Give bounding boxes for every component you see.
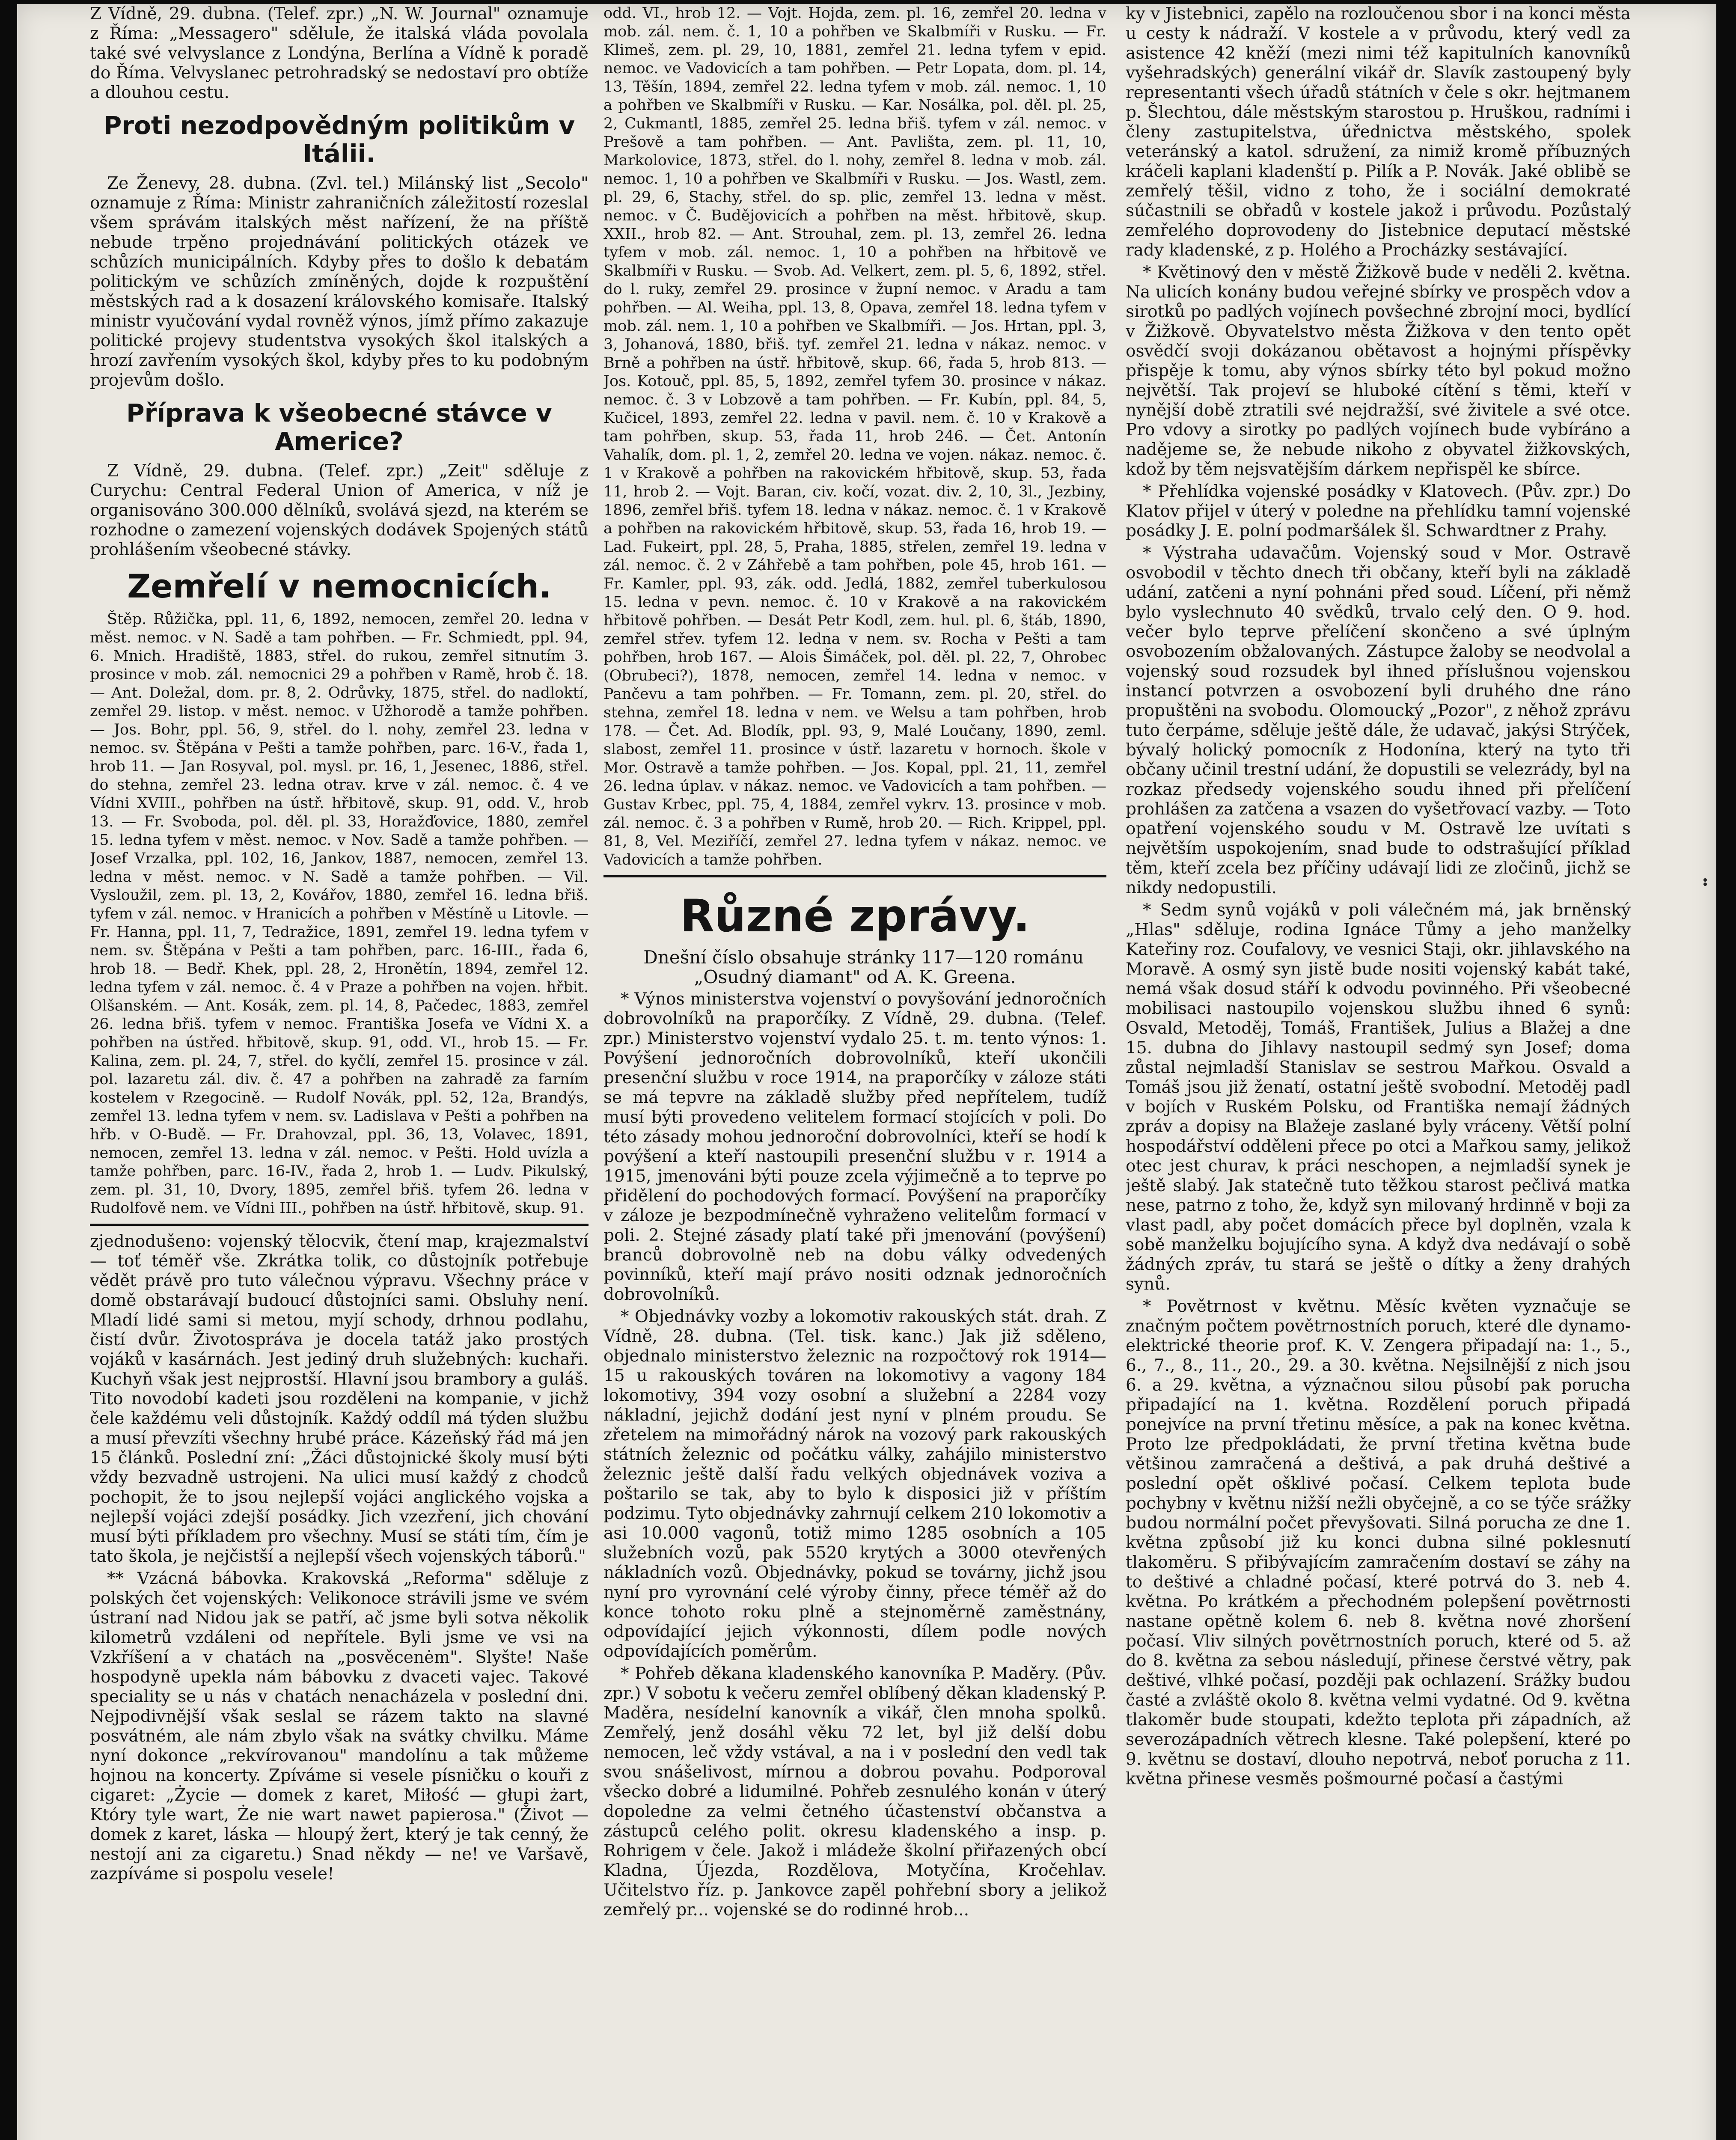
news-item-ministry-decree: * Výnos ministerstva vojenství o povyšování jednoročních dobrovolníků na praporčíky. Z Vídně, 29. dubna. (Telef. zpr.) Ministerstvo vojenství vydalo 25. t. m. tento výnos: 1. Povýšení jednoročních dobrovolníků, kteří ukončili presenční službu v roce 1914, na praporčíky v záloze státi se má tepvre na základě služby před nepřítelem, tudíž musí býti provedeno velitelem formací stojících v poli. Do této zásady mohou jednoroční dobrovolníci, kteří se hodí k povýšení a kteří nastoupili presenční službu v r. 1914 a 1915, jmenováni býti pouze zcela výjimečně a to teprve po přidělení do pochodových formací. Povýšení na praporčíky v záloze je bezpodmínečně vyhraženo velitelům formací v poli. 2. Stejné zásady platí také při jmenování (povýšení) branců dobrovolně neb na dobu války odvedených povinníků, kteří mají právo nositi odznak jednoročních dobrovolníků. — [603, 990, 1106, 1304]
column-divider-rule — [90, 1224, 589, 1226]
newspaper-page — [17, 4, 1716, 2140]
column-left — [90, 4, 589, 2140]
news-item-funeral-madera: * Pohřeb děkana kladenského kanovníka P. Maděry. (Pův. zpr.) V sobotu k večeru zemřel oblíbený děkan kladenský P. Maděra, nesídelní kanovník a vikář, člen mnoha spolků. Zemřelý, jenž dosáhl věku 72 let, byl již delší dobu nemocen, leč vždy vstával, a na i v poslední den vedl tak svou snášelivost, mírnou a dobrou povahu. Podporoval všecko dobré a lidumilné. Pohřeb zesnulého konán v úterý dopoledne za velmi četného účastenství občanstva a zástupců celého polit. okresu kladenského a insp. p. Rohrigem v čele. Jakož i mládeže školní přiřazených obcí Kladna, Újezda, Rozdělova, Motyčína, Kročehlav. Učitelstvo říz. p. Jankovce zapěl pohřební sbory a jelikož zemřelý pr... vojenské se do rodinné hrob... — [603, 1664, 1106, 1920]
news-item-seven-sons: * Sedm synů vojáků v poli válečném má, jak brněnský „Hlas" sděluje, rodina Ignáce Tůmy a jeho manželky Kateřiny roz. Coufalovy, ve vesnici Staji, okr. jihlavského na Moravě. A osmý syn jistě bude nositi vojenský kabát také, nemá však dosud stáří k odvodu povinného. Při všeobecné mobilisaci nastoupilo vojenskou službu ihned 6 synů: Osvald, Metoděj, Tomáš, František, Julius a Blažej a dne 15. dubna do Jihlavy nastoupil sedmý syn Josef; doma zůstal nejmladší Stanislav se sestrou Mařkou. Osvald a Tomáš jsou již ženatí, ostatní ještě svobodní. Metoděj padl v bojích v Ruském Polsku, od Františka nemají žádných zpráv a dopisy na Blažeje zaslané byly vráceny. Větší polní hospodářství odděleni přece po otci a Mařkou samy, jelikož otec jest churav, k práci neschopen, a nejmladší synek je ještě slabý. Jak statečně tuto těžkou starost pečlivá matka nese, patrno z toho, že, když syn milovaný hrdinně v boji za vlast padl, aby počet domácích přece byl doplněn, vzala k sobě manželku bojujícího syna. A když dva nedávají o sobě žádných zpráv, tu stará se ještě o dítky a ženy drahých synů. — [1126, 901, 1631, 1294]
news-item-officer-school: zjednodušeno: vojenský tělocvik, čtení map, krajezmalství — toť téměř vše. Zkrátka tolik, co důstojník potřebuje vědět právě pro tuto válečnou výpravu. Všechny práce v domě obstarávají budoucí důstojníci sami. Obsluhy není. Mladí lidé sami si metou, myjí schody, drhnou podlahu, čistí dvůr. Životospráva je docela tatáž jako prostých vojáků v kasárnách. Jest jediný druh služebných: kuchaři. Kuchyň však jest nejprostší. Hlavní jsou brambory a guláš. Tito novodobí kadeti jsou rozděleni na kompanie, v jichž čele každému veli důstojník. Každý oddíl má týden službu a musí převzíti všechny hrubé práce. Kázeňský řád má jen 15 článků. Poslední zní: „Žáci důstojnické školy musí býti vždy bezvadně ustrojeni. Na ulici musí každý z chodců pochopit, že to jsou nejlepší vojáci anglického vojska a nejlepší vojáci zdejší posádky. Jich vzezření, jich chování musí býti příkladem pro všechny. Musí se státi tím, čím je tato škola, je nejčistší a nejlepší všech vojenských táborů." — [90, 1232, 589, 1566]
column-right — [1126, 4, 1631, 2140]
novel-notice: Dnešní číslo obsahuje stránky 117—120 románu „Osudný diamant" od A. K. Greena. — [643, 947, 1084, 987]
headline-deceased: Zemřelí v nemocnicích. — [127, 567, 551, 605]
news-item-rome: Z Vídně, 29. dubna. (Telef. zpr.) „N. W. Journal" oznamuje z Říma: „Messagero" sdělule, že italská vláda povolala také své velvyslance z Londýna, Berlína a Vídně k poradě do Říma. Velvyslanec petrohradský se nedostaví pro obtíže a dlouhou cestu. — [90, 4, 589, 102]
news-item-babovka: ** Vzácná bábovka. Krakovská „Reforma" sděluje z polských čet vojenských: Velikonoce strávili jsme ve svém ústraní nad Nidou jak se patří, ač jsme byli sotva několik kilometrů vzdáleni od nepřítele. Byli jsme ve vsi na Vzkříšení a v chatách na „posvěcenėm". Slyšte! Naše hospodyně upekla nám bábovku z dvaceti vajec. Takové speciality se u nás v chatách nenacházela v poslední dni. Nejpodivnější však seslal se rázem takto na slavné posvátném, ale nám zbylo však na svátky chvilku. Máme nyní dokonce „rekvírovanou" mandolínu a tak můžeme hojnou na koncerty. Zpíváme si vesele písničku o kouři z cigaret: „Życie — domek z karet, Miłość — głupi żart, Który tyle wart, Że nie wart nawet papierosa." (Život — domek z karet, láska — hloupý žert, který je tak cenný, že nestojí ani za cigaretu.) Snad někdy — ne! ve Varšavě, zazpíváme si pospolu vesele! — [90, 1569, 589, 1884]
news-item-america: Z Vídně, 29. dubna. (Telef. zpr.) „Zeit" sděluje z Curychu: Central Federal Union of America, v níž je organisováno 300.000 dělníků, svolává sjezd, na kterém se rozhodne o zamezení vojenských dodávek Spojených států prohlášením všeobecné stávky. — [90, 461, 589, 559]
section-rule — [603, 875, 1106, 877]
column-middle — [603, 4, 1106, 2140]
news-item-italy: Ze Ženevy, 28. dubna. (Zvl. tel.) Milánský list „Secolo" oznamuje z Říma: Ministr zahraničních záležitostí rozeslal všem správám italských měst nařízení, že na příště nebude trpěno projednávání politických otázek ve schůzích municipálních. Kdyby přes to došlo k debatám politickým ve schůzích zmíněných, dojde k rozpuštění městských rad a k dosazení královského komisaře. Italský ministr vyučování vydal rovněž výnos, jímž přímo zakazuje politické projevy studentstva vysokých škol italských a hrozí zavřením vysokých škol, kdyby přes to ku podobným projevům došlo. — [90, 174, 589, 390]
deceased-list-1: Štěp. Růžička, ppl. 11, 6, 1892, nemocen, zemřel 20. ledna v měst. nemoc. v N. Sadě a tam pohřben. — Fr. Schmiedt, ppl. 94, 6. Mnich. Hradiště, 1883, střel. do rukou, zemřel sitnutím 3. prosince v mob. zál. nemocnici 29 a pohřben v Ramě, hrob č. 18. — Ant. Doležal, dom. pr. 8, 2. Odrůvky, 1875, střel. do nadloktí, zemřel 29. listop. v měst. nemoc. v Užhorodě a tamže pohřben. — Jos. Bohr, ppl. 56, 9, střel. do l. nohy, zemřel 23. ledna v nemoc. sv. Štěpána v Pešti a tamže pohřben, parc. 16-V., řada 1, hrob 11. — Jan Rosyval, pol. mysl. pr. 16, 1, Jesenec, 1886, střel. do stehna, zemřel 23. ledna otrav. krve v zál. nemoc. č. 4 ve Vídni XVIII., pohřben na ústř. hřbitově, skup. 91, odd. V., hrob 13. — Fr. Svoboda, pol. děl. pl. 33, Horažďovice, 1880, zemřel 15. ledna tyfem v měst. nemoc. v Nov. Sadě a tamže pohřben. — Josef Vrzalka, ppl. 102, 16, Jankov, 1887, nemocen, zemřel 13. ledna v měst. nemoc. v N. Sadě a tamže pohřben. — Vil. Vysloužil, zem. pl. 13, 2, Kovářov, 1880, zemřel 16. ledna břiš. tyfem v zál. nemoc. v Hranicích a pohřben v Městíně u Litovle. — Fr. Hanna, ppl. 11, 7, Tedražice, 1891, zemřel 19. ledna tyfem v nem. sv. Štěpána v Pešti a tam pohřben, parc. 16-III., řada 6, hrob 18. — Bedř. Khek, ppl. 28, 2, Hronětín, 1894, zemřel 12. ledna tyfem v zál. nemoc. č. 4 v Praze a pohřben na vojen. hřbit. Olšanském. — Ant. Kosák, zem. pl. 14, 8, Pačedec, 1883, zemřel 26. ledna břiš. tyfem v nemoc. Františka Josefa ve Vídni X. a pohřben na ústřed. hřbitově, skup. 91, odd. VI., hrob 15. — Fr. Kalina, zem. pl. 24, 7, střel. do kyčlí, zemřel 15. prosince v zál. pol. lazaretu zál. div. č. 47 a pohřben na zahradě za farním kostelem v Rzegocině. — Rudolf Novák, ppl. 52, 12a, Brandýs, zemřel 13. ledna tyfem v nem. sv. Ladislava v Pešti a pohřben na hřb. v O-Budě. — Fr. Drahovzal, ppl. 36, 13, Volavec, 1891, nemocen, zemřel 13. ledna v zál. nemoc. v Pešti. Hold uvízla a tamže pohřben, parc. 16-IV., řada 2, hrob 1. — Ludv. Pikulský, zem. pl. 31, 10, Dvory, 1895, zemřel břiš. tyfem 26. ledna v Rudolfově nem. ve Vídni III., pohřben na ústř. hřbitově, skup. 91. — [90, 611, 589, 1217]
news-item-railway-orders: * Objednávky vozby a lokomotiv rakouských stát. drah. Z Vídně, 28. dubna. (Tel. tisk. kanc.) Jak již sděleno, objednalo ministerstvo železnic na rozpočtový rok 1914—15 u rakouských továren na lokomotivy a vagony 184 lokomotivy, 394 vozy osobní a služební a 2284 vozy nákladní, jejichž dodání jest nyní v plném proudu. Se zřetelem na mimořádný nárok na vozový park rakouských státních železnic od počátku války, zahájilo ministerstvo železnic ještě další řadu velkých objednávek vozivа a poštarilo se tak, aby to bylo k disposici již v příštím podzimu. Tyto objednávky zahrnují celkem 210 lokomotiv a asi 10.000 vagonů, totiž mimo 1285 osobních a 105 služebních vozů, pak 5520 krytých a 3000 otevřených nákladních vozů. Objednávky, pokud se továrny, jichž jsou nyní pro vyrovnání celé výroby činny, přece téměř až do konce tohoto roku plně a stejnoměrně zaměstnány, odpovídající jejich výkonnosti, dílem podle nových odpovídajících poměrům. — [603, 1307, 1106, 1661]
headline-various-news: Různé zprávy. — [680, 890, 1030, 942]
binding-hole-marks — [1703, 877, 1712, 887]
news-item-weather-may: * Povětrnost v květnu. Měsíc květen vyznačuje se značným počtem povětrnostních poruch, které dle dynamo-elektrické theorie prof. K. V. Zengera připadají na: 1., 5., 6., 7., 8., 11., 20., 29. a 30. května. Nejsilnější z nich jsou 6. a 29. května, a význačnou silou působí pak porucha připadající na 1. května. Rozdělení poruch připadá ponejvíce na první třetinu měsíce, a pak na konec května. Proto lze předpokládati, že první třetina května bude většinou zamračená a deštivá, a pak druhá deštivé a poslední opět ošklivé počasí. Celkem teplota bude pochybny v květnu nižší nežli obyčejně, a co se týče srážky budou normální počet převyšovati. Silná porucha ze dne 1. května způsobí již ku konci dubna silné poklesnutí tlakoměru. S přibývajícím zamračením dostaví se záhy na to deštivé a chladné počasí, které potrvá do 3. neb 4. května. Po krátkém a přechodném polepšení povětrnosti nastane opětně kolem 6. neb 8. května nové zhoršení počasí. Vliv silných povětrnostních poruch, které od 5. až do 8. května za sebou následují, přinese čerstvé větry, pak deštivé, vlhké počasí, později pak ochlazení. Srážky budou časté a zvláště okolo 8. května velmi vydatné. Od 9. května tlakoměr bude stoupati, kdežto teplota při západních, až severozápadních větrech klesne. Také polepšení, které po 9. květnu se dostaví, dlouho nepotrvá, neboť porucha z 11. května přinese vesměs pošmourné počasí a častými — [1126, 1297, 1631, 1789]
headline-italy: Proti nezodpovědným politikům v Itálii. — [103, 111, 575, 168]
news-item-flower-day: * Květinový den v městě Žižkově bude v neděli 2. května. Na ulicích konány budou veřejné sbírky ve prospěch vdov a sirotků po padlých vojínech povšechné zbrojní moci, bydlící v Žižkově. Obyvatelstvo města Žižkova v den tento opět osvědčí svoji dokázanou obětavost a hojnými příspěvky přispěje k tomu, aby výnos sbírky této byl pokud možno největší. Tak projeví se hluboké cítění s těmi, kteří v nynější době ztratili své nejdražší, své živitele a své otce. Pro vdovy a sirotky po padlých vojínech bude vybíráno a nadějeme se, že nebude nikoho z obyvatel žižkovských, kdož by těm nejsvatějším dárkem nepřispěl ke sbírce. — [1126, 263, 1631, 479]
news-item-funeral-cont: ky v Jistebnici, zapělo na rozloučenou sbor i na konci města u cesty k nádraží. V kostele a v průvodu, který vedl za asistence 42 kněží (mezi nimi též kapitulních kanovníků vyšehradských) generální vikář dr. Slavík zastoupený byly representanti všech úřadů státních v čele s okr. hejtmanem p. Šlechtou, dále městským starostou p. Hruškou, radními i členy zastupitelstva, úřednictva městského, spolek veteránský a katol. sdružení, za nimiž kromě příbuzných kráčeli kaplani kladenští p. Pilík a P. Novák. Jaké oblibě se zemřelý těšil, vidno z toho, že i sociální demokraté súčastnili se obřadů v kostele jakož i průvodu. Pozůstalý zemřelého doprovodeny do Jistebnice deputací městské rady kladenské, z p. Holého a Procházky sestávající. — [1126, 4, 1631, 260]
news-item-warning-informers: * Výstraha udavačům. Vojenský soud v Mor. Ostravě osvobodil v těchto dnech tři občany, kteří byli na základě udání, zatčeni a nyní pohnáni před soud. Líčení, při němž bylo vyslechnuto 40 svědků, trvalo celý den. O 9. hod. večer bylo teprve přelíčení skončeno a své úplným osvobozením obžalovaných. Zástupce žaloby se neodvolal a vojenský soud rozsudek byl ihned příslušnou vojenskou instancí potvrzen a osvobození byli druhého dne ráno propuštěni na svobodu. Olomoucký „Pozor", z něhož zprávu tuto čerpáme, sděluje ještě dále, že udavač, jakýsi Strýček, bývalý holický pomocník z Hodonína, který na tyto tři občany učinil trestní udání, že dopustili se velezrády, byl na rozkaz předsedy vojenského soudu ihned při přelíčení prohlášen za zatčena a vsazen do vyšetřovací vazby. — Toto opatření vojenského soudu v M. Ostravě lze uvítati s největším uspokojením, snad bude to odstrašující příklad těm, kteří zcela bez příčiny udávají lidi ze zločinů, jichž se nikdy nedopustili. — [1126, 544, 1631, 898]
news-item-klatovy: * Přehlídka vojenské posádky v Klatovech. (Pův. zpr.) Do Klatov přijel v úterý v poledne na přehlídku tamní vojenské posádky J. E. polní podmaršálek šl. Schwardtner z Prahy. — [1126, 482, 1631, 541]
headline-america: Příprava k všeobecné stávce v Americe? — [126, 398, 552, 456]
deceased-list-2: odd. VI., hrob 12. — Vojt. Hojda, zem. pl. 16, zemřel 20. ledna v mob. zál. nem. č. 1, 10 a pohřben ve Skalbmíři v Rusku. — Fr. Klimeš, zem. pl. 29, 10, 1881, zemřel 21. ledna tyfem v epid. nemoc. ve Vadovicích a tam pohřben. — Petr Lopata, dom. pl. 14, 13, Těšín, 1894, zemřel 22. ledna tyfem v mob. zál. nemoc. 1, 10 a pohřben ve Skalbmíři v Rusku. — Kar. Nosálka, pol. děl. pl. 25, 2, Cukmantl, 1885, zemřel 25. ledna břiš. tyfem v zál. nemoc. v Prešově a tam pohřben. — Ant. Pavlišta, zem. pl. 11, 10, Markolovice, 1873, střel. do l. nohy, zemřel 8. ledna v mob. zál. nemoc. 1, 10 a pohřben ve Skalbmíři v Rusku. — Jos. Wastl, zem. pl. 29, 6, Stachy, střel. do sp. plic, zemřel 13. ledna v měst. nemoc. v Č. Budějovicích a pohřben na měst. hřbitově, skup. XXII., hrob 82. — Ant. Strouhal, zem. pl. 13, zemřel 26. ledna tyfem v mob. zál. nemoc. 1, 10 a pohřben na hřbitově ve Skalbmíři v Rusku. — Svob. Ad. Velkert, zem. pl. 5, 6, 1892, střel. do l. ruky, zemřel 29. prosince v župní nemoc. v Aradu a tam pohřben. — Al. Weiha, ppl. 13, 8, Opava, zemřel 18. ledna tyfem v mob. zál. nem. 1, 10 a pohřben ve Skalbmíři. — Jos. Hrtan, ppl. 3, 3, Johanová, 1880, břiš. tyf. zemřel 21. ledna v nákaz. nemoc. v Brně a pohřben na ústř. hřbitově, skup. 66, řada 5, hrob 813. — Jos. Kotouč, ppl. 85, 5, 1892, zemřel tyfem 30. prosince v nákaz. nemoc. č. 3 v Lobzově a tam pohřben. — Fr. Kubín, ppl. 84, 5, Kučicel, 1893, zemřel 22. ledna v pavil. nem. č. 10 v Krakově a tam pohřben, skup. 53, řada 11, hrob 246. — Čet. Antonín Vahalík, dom. pl. 1, 2, zemřel 20. ledna ve vojen. nákaz. nemoc. č. 1 v Krakově a pohřben na rakovickém hřbitově, skup. 53, řada 11, hrob 2. — Vojt. Baran, civ. kočí, vozat. div. 2, 10, 3l., Jezbiny, 1896, zemřel břiš. tyfem 18. ledna v nákaz. nemoc. č. 1 v Krakově a pohřben na rakovickém hřbitově, skup. 53, řada 16, hrob 19. — Lad. Fukeirt, ppl. 28, 5, Praha, 1885, střelen, zemřel 19. ledna v zál. nemoc. č. 2 v Záhřebě a tam pohřben, pole 45, hrob 161. — Fr. Kamler, ppl. 93, zák. odd. Jedlá, 1882, zemřel tuberkulosou 15. ledna v pevn. nemoc. č. 10 v Krakově a na rakovickém hřbitově pohřben. — Desát Petr Kodl, zem. hul. pl. 6, štáb, 1890, zemřel střev. tyfem 12. ledna v nem. sv. Rocha v Pešti a tam pohřben, hrob 167. — Alois Šimáček, pol. děl. pl. 22, 7, Ohrobec (Obrubeci?), 1878, nemocen, zemřel 14. ledna v nemoc. v Pančevu a tam pohřben. — Fr. Tomann, zem. pl. 20, střel. do stehna, zemřel 18. ledna v nem. ve Welsu a tam pohřben, hrob 178. — Čet. Ad. Blodík, ppl. 93, 9, Malé Loučany, 1890, zeml. slabost, zemřel 11. prosince v ústř. lazaretu v hornoch. škole v Mor. Ostravě a tamže pohřben. — Jos. Kopal, ppl. 21, 11, zemřel 26. ledna úplav. v nákaz. nemoc. ve Vadovicích a tam pohřben. — Gustav Krbec, ppl. 75, 4, 1884, zemřel vykrv. 13. prosince v mob. zál. nemoc. č. 3 a pohřben v Rumě, hrob 20. — Rich. Krippel, ppl. 81, 8, Vel. Meziříčí, zemřel 27. ledna tyfem v nákaz. nemoc. ve Vadovicích a tamže pohřben. — [603, 5, 1106, 868]
